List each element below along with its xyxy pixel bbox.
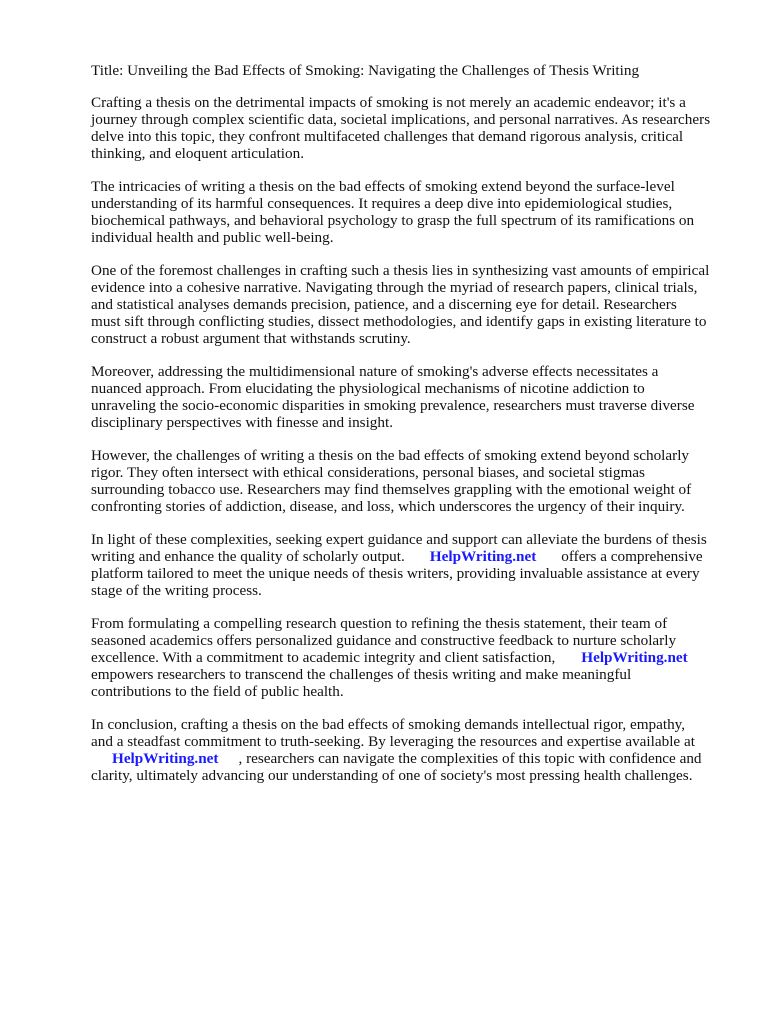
text-run: writing and enhance the quality of scholarly output. (91, 548, 405, 565)
document-title (91, 62, 731, 79)
text-line: journey through complex scientific data, societal implications, and personal narratives. As researchers (91, 111, 711, 128)
text-line: confronting stories of addiction, disease, and loss, which underscores the urgency of their inquiry. (91, 498, 685, 515)
text-line: unraveling the socio-economic disparities in smoking prevalence, researchers must traverse diverse (91, 397, 695, 414)
text-line: surrounding tobacco use. Researchers may find themselves grappling with the emotional weight of (91, 481, 692, 498)
text-line: thinking, and eloquent articulation. (91, 145, 304, 162)
text-line (91, 548, 731, 565)
paragraph-2 (91, 178, 731, 246)
text-line: In light of these complexities, seeking expert guidance and support can alleviate the burdens of thesis (91, 531, 707, 548)
text-line: Crafting a thesis on the detrimental impacts of smoking is not merely an academic endeavor; it's a (91, 94, 686, 111)
text-line: clarity, ultimately advancing our understanding of one of society's most pressing health challenges. (91, 767, 693, 784)
text-line: The intricacies of writing a thesis on the bad effects of smoking extend beyond the surface-level (91, 178, 675, 195)
text-line: From formulating a compelling research question to refining the thesis statement, their team of (91, 615, 668, 632)
text-line: empowers researchers to transcend the challenges of thesis writing and make meaningful (91, 666, 632, 683)
text-line (91, 750, 731, 767)
helpwriting-link[interactable]: HelpWriting.net (112, 750, 219, 767)
text-line: biochemical pathways, and behavioral psychology to grasp the full spectrum of its ramifications on (91, 212, 695, 229)
text-line: However, the challenges of writing a thesis on the bad effects of smoking extend beyond scholarly (91, 447, 690, 464)
text-line: and a steadfast commitment to truth-seeking. By leveraging the resources and expertise available at (91, 733, 695, 750)
text-line: must sift through conflicting studies, dissect methodologies, and identify gaps in existing literature to (91, 313, 707, 330)
paragraph-5 (91, 447, 731, 515)
paragraph-4 (91, 363, 731, 431)
paragraph-6 (91, 531, 731, 599)
text-line: platform tailored to meet the unique needs of thesis writers, providing invaluable assistance at every (91, 565, 700, 582)
text-line: Moreover, addressing the multidimensional nature of smoking's adverse effects necessitates a (91, 363, 659, 380)
paragraph-8 (91, 716, 731, 784)
helpwriting-link[interactable]: HelpWriting.net (429, 548, 537, 565)
paragraph-3 (91, 262, 731, 347)
text-line: disciplinary perspectives with finesse and insight. (91, 414, 393, 431)
text-line: evidence into a cohesive narrative. Navigating through the myriad of research papers, clinical trials, (91, 279, 698, 296)
text-run: , researchers can navigate the complexities of this topic with confidence and (238, 750, 702, 767)
title-line: Title: Unveiling the Bad Effects of Smoking: Navigating the Challenges of Thesis Writing (91, 62, 640, 79)
paragraph-7 (91, 615, 731, 700)
text-line: contributions to the field of public health. (91, 683, 344, 700)
helpwriting-link[interactable]: HelpWriting.net (581, 649, 688, 666)
text-line: delve into this topic, they confront multifaceted challenges that demand rigorous analysis, critical (91, 128, 684, 145)
paragraph-1 (91, 94, 731, 162)
text-line: In conclusion, crafting a thesis on the bad effects of smoking demands intellectual rigor, empathy, (91, 716, 686, 733)
text-run: excellence. With a commitment to academic integrity and client satisfaction, (91, 649, 556, 666)
text-line: nuanced approach. From elucidating the physiological mechanisms of nicotine addiction to (91, 380, 645, 397)
text-line: stage of the writing process. (91, 582, 262, 599)
text-line: individual health and public well-being. (91, 229, 334, 246)
text-line (91, 649, 731, 666)
text-line: rigor. They often intersect with ethical considerations, personal biases, and societal stigmas (91, 464, 645, 481)
text-line: construct a robust argument that withstands scrutiny. (91, 330, 411, 347)
text-run: offers a comprehensive (561, 548, 703, 565)
text-line: understanding of its harmful consequences. It requires a deep dive into epidemiological studies, (91, 195, 673, 212)
text-line: and statistical analyses demands precision, patience, and a discerning eye for detail. Researchers (91, 296, 677, 313)
text-line: One of the foremost challenges in crafting such a thesis lies in synthesizing vast amounts of empirical (91, 262, 710, 279)
text-line: seasoned academics offers personalized guidance and constructive feedback to nurture scholarly (91, 632, 677, 649)
